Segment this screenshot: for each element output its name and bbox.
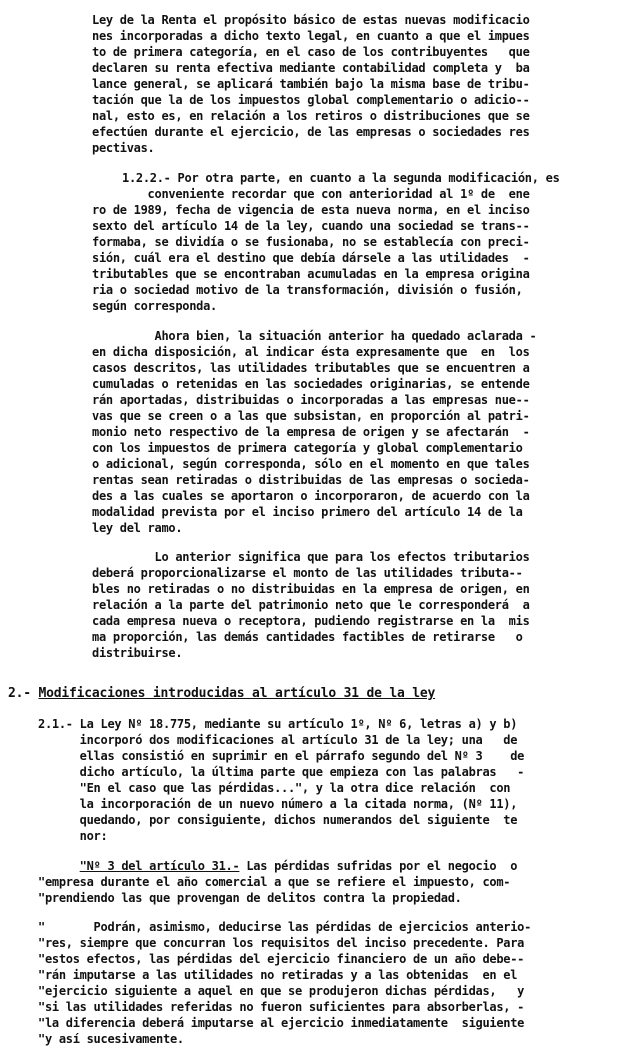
text-line: cumuladas o retenidas en las sociedades originarias, se entende xyxy=(92,377,530,391)
text-line: quedando, por consiguiente, dichos numerandos del siguiente te xyxy=(38,813,518,827)
text-line: ellas consistió en suprimir en el párrafo segundo del Nº 3 de xyxy=(38,749,525,763)
text-line: declaren su renta efectiva mediante contabilidad completa y ba xyxy=(92,61,530,75)
quote-indent xyxy=(38,859,80,873)
text-line: efectúen durante el ejercicio, de las empresas o sociedades res xyxy=(92,125,530,139)
text-line: sexto del artículo 14 de la ley, cuando una sociedad se trans-- xyxy=(92,219,530,233)
text-line: des a las cuales se aportaron o incorporaron, de acuerdo con la xyxy=(92,489,530,503)
text-line: con los impuestos de primera categoría y global complementario xyxy=(92,441,523,455)
text-line: "y así sucesivamente. xyxy=(38,1032,184,1046)
text-line: vas que se creen o a las que subsistan, en proporción al patri- xyxy=(92,409,530,423)
text-line: ma proporción, las demás cantidades factibles de retirarse o xyxy=(92,630,523,644)
text-line: "la diferencia deberá imputarse al ejercicio inmediatamente siguiente xyxy=(38,1016,525,1030)
text-line: rentas sean retiradas o distribuidas de las empresas o socieda- xyxy=(92,473,530,487)
text-line: ria o sociedad motivo de la transformación, división o fusión, xyxy=(92,283,523,297)
text-line: Lo anterior significa que para los efectos tributarios xyxy=(92,550,530,564)
text-line: "rán imputarse a las utilidades no retiradas y a las obtenidas en el xyxy=(38,968,518,982)
text-line: " Podrán, asimismo, deducirse las pérdidas de ejercicios anterio- xyxy=(38,920,532,934)
text-line: relación a la parte del patrimonio neto que le corresponderá a xyxy=(92,598,530,612)
text-line: casos descritos, las utilidades tributables que se encuentren a xyxy=(92,361,530,375)
text-line: "En el caso que las pérdidas...", y la otra dice relación con xyxy=(38,781,511,795)
text-line: "empresa durante el año comercial a que se refiere el impuesto, com- xyxy=(38,875,511,889)
text-line: rán aportadas, distribuidas o incorporadas a las empresas nue-- xyxy=(92,393,530,407)
text-line: to de primera categoría, en el caso de los contribuyentes que xyxy=(92,45,530,59)
text-line: lance general, se aplicará también bajo la misma base de tribu- xyxy=(92,77,530,91)
text-line: "si las utilidades referidas no fueron suficientes para absorberlas, - xyxy=(38,1000,525,1014)
text-line: 1.2.2.- Por otra parte, en cuanto a la segunda modificación, es xyxy=(122,171,560,185)
text-line: dicho artículo, la última parte que empieza con las palabras - xyxy=(38,765,525,779)
text-line: Ahora bien, la situación anterior ha quedado aclarada - xyxy=(92,329,537,343)
text-line: bles no retiradas o no distribuidas en la empresa de origen, en xyxy=(92,582,530,596)
section-number: 2.- xyxy=(8,686,39,701)
text-line: nor: xyxy=(38,829,108,843)
text-line: sión, cuál era el destino que debía dársele a las utilidades - xyxy=(92,251,530,265)
text-line: "estos efectos, las pérdidas del ejercicio financiero de un año debe-- xyxy=(38,952,525,966)
text-line: ro de 1989, fecha de vigencia de esta nueva norma, en el inciso xyxy=(92,203,530,217)
text-line: en dicha disposición, al indicar ésta expresamente que en los xyxy=(92,345,530,359)
text-line: incorporó dos modificaciones al artículo 31 de la ley; una de xyxy=(38,733,518,747)
text-line: "prendiendo las que provengan de delitos contra la propiedad. xyxy=(38,891,462,905)
text-line: nes incorporadas a dicho texto legal, en cuanto a que el impues xyxy=(92,29,530,43)
section-heading xyxy=(8,686,435,701)
text-line: cada empresa nueva o receptora, pudiendo registrarse en la mis xyxy=(92,614,530,628)
text-line: nal, esto es, en relación a los retiros o distribuciones que se xyxy=(92,109,530,123)
text-line: la incorporación de un nuevo número a la citada norma, (Nº 11), xyxy=(38,797,518,811)
text-line: según corresponda. xyxy=(92,299,218,313)
text-line: tación que la de los impuestos global complementario o adicio-- xyxy=(92,93,530,107)
text-line: formaba, se dividía o se fusionaba, no se establecía con preci- xyxy=(92,235,530,249)
text-line: monio neto respectivo de la empresa de origen y se afectarán - xyxy=(92,425,530,439)
text-line: pectivas. xyxy=(92,141,155,155)
quote-article-reference: "Nº 3 del artículo 31.- xyxy=(79,859,240,873)
text-line: o adicional, según corresponda, sólo en el momento en que tales xyxy=(92,457,530,471)
text-line: 2.1.- La Ley Nº 18.775, mediante su artículo 1º, Nº 6, letras a) y b) xyxy=(38,717,518,731)
text-line: modalidad prevista por el inciso primero del artículo 14 de la xyxy=(92,505,523,519)
text-line: "res, siempre que concurran los requisitos del inciso precedente. Para xyxy=(38,936,525,950)
text-line: Ley de la Renta el propósito básico de estas nuevas modificacio xyxy=(92,13,530,27)
quote-text: Las pérdidas sufridas por el negocio o xyxy=(239,859,518,873)
text-line: tributables que se encontraban acumuladas en la empresa origina xyxy=(92,267,530,281)
text-line xyxy=(38,859,517,874)
text-line: deberá proporcionalizarse el monto de las utilidades tributa-- xyxy=(92,566,523,580)
text-line: conveniente recordar que con anterioridad al 1º de ene xyxy=(92,187,530,201)
text-line: "ejercicio siguiente a aquel en que se produjeron dichas pérdidas, y xyxy=(38,984,525,998)
text-line: ley del ramo. xyxy=(92,521,183,535)
text-line: distribuirse. xyxy=(92,646,183,660)
section-title: Modificaciones introducidas al artículo 31 de la ley xyxy=(38,686,436,701)
